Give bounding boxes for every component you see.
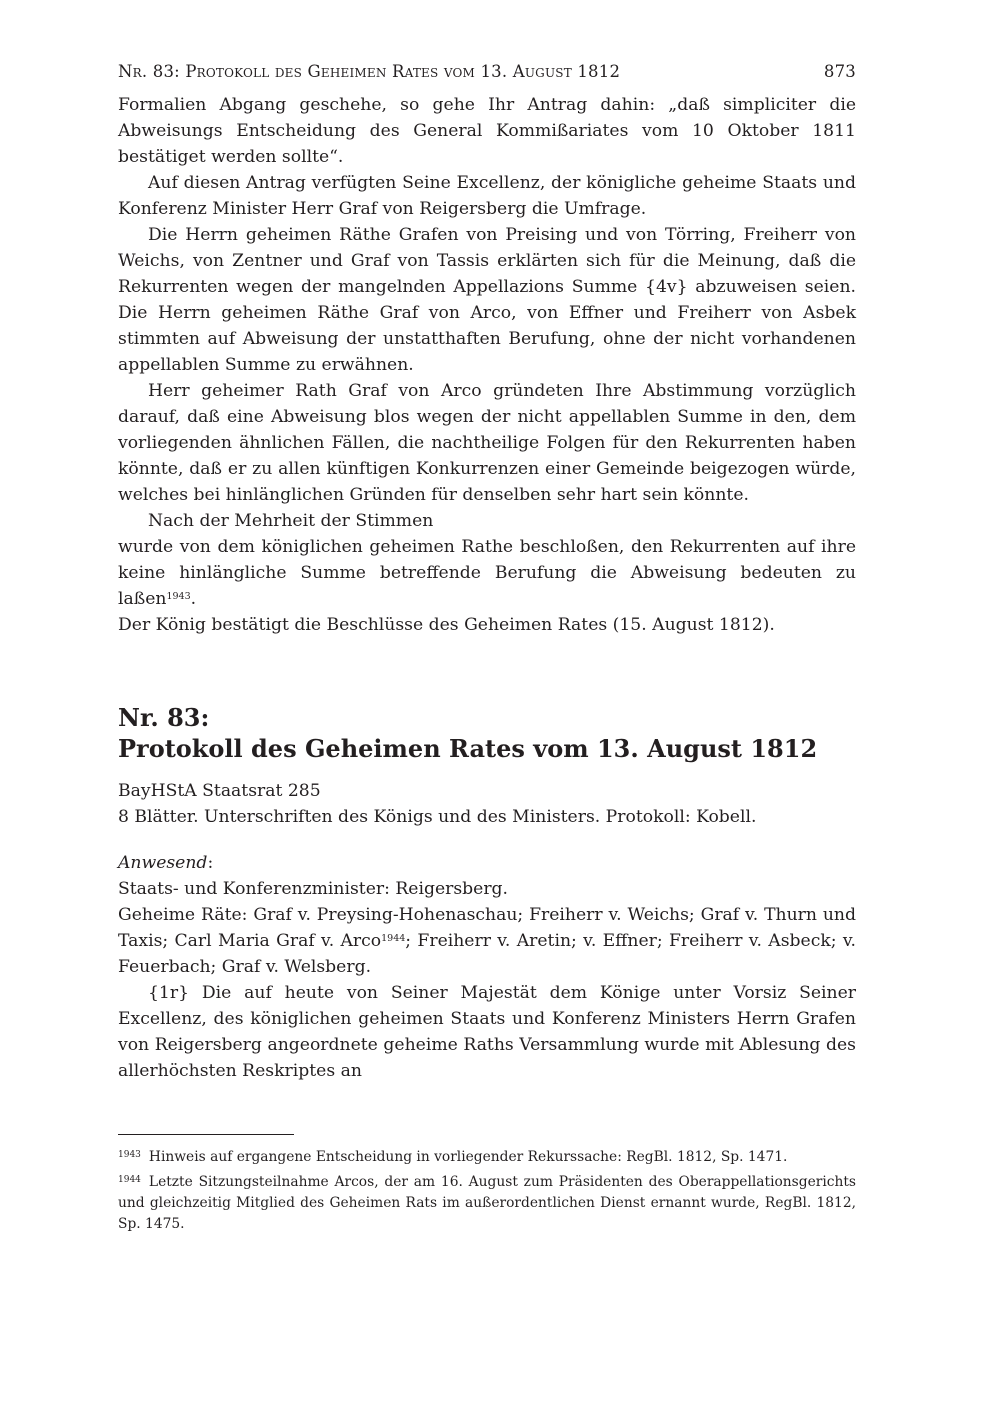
footnote-divider	[118, 1134, 294, 1135]
attendance-councillors	[118, 902, 856, 980]
resolution-end: .	[190, 589, 197, 609]
footnote-text: Letzte Sitzungsteilnahme Arcos, der am 16. August zum Präsidenten des Oberappellationsgerichts und gleichzeitig Mitglied des Geheimen Rats im außerordentlichen Dienst ernannt wurde, RegBl. 1812, Sp. 1475.	[118, 1174, 856, 1232]
attendance-label: Anwesend	[118, 853, 208, 873]
king-confirmation-note: Der König bestätigt die Beschlüsse des Geheimen Rates (15. August 1812).	[118, 615, 775, 635]
attendance-list	[118, 850, 856, 980]
paragraph: Formalien Abgang geschehe, so gehe Ihr Antrag dahin: „daß simpliciter die Abweisungs Entscheidung des General Kommißariates vom 10 Oktober 1811 bestätiget werden sollte“.	[118, 95, 856, 167]
attendance-label-line	[118, 850, 856, 876]
running-head	[118, 62, 856, 92]
opening-paragraph: {1r} Die auf heute von Seiner Majestät dem Könige unter Vorsiz Seiner Excellenz, des königlichen geheimen Staats und Konferenz Ministers Herrn Grafen von Reigersberg angeordnete geheime Raths Versammlung wurde mit Ablesung des allerhöchsten Reskriptes an	[118, 983, 856, 1081]
footnote-reference[interactable]: 1943	[166, 591, 191, 602]
paragraph: Nach der Mehrheit der Stimmen	[148, 511, 434, 531]
resolution-text: wurde von dem königlichen geheimen Rathe beschloßen, den Rekurrenten auf ihre keine hinlängliche Summe betreffende Berufung die Abweisung bedeuten zu laßen	[118, 537, 856, 609]
resolution-paragraph	[118, 534, 856, 612]
source-info	[118, 778, 856, 830]
document-number: Nr. 83:	[118, 703, 210, 732]
paragraph: Herr geheimer Rath Graf von Arco gründeten Ihre Abstimmung vorzüglich darauf, daß eine Abweisung blos wegen der nicht appellablen Summe in den, dem vorliegenden ähnlichen Fällen, die nachtheilige Folgen für den Rekurrenten haben könnte, daß er zu allen künftigen Konkurrenzen einer Gemeinde beigezogen würde, welches bei hinlänglichen Gründen für denselben sehr hart sein könnte.	[118, 381, 856, 505]
protocol-text	[118, 92, 856, 1084]
footnote-number: 1944	[118, 1175, 141, 1185]
footnote-number: 1943	[118, 1150, 141, 1160]
source-description: 8 Blätter. Unterschriften des Königs und des Ministers. Protokoll: Kobell.	[118, 807, 757, 827]
book-page	[118, 62, 856, 1239]
footnote	[118, 1147, 856, 1168]
attendance-minister: Staats- und Konferenzminister: Reigersberg.	[118, 879, 509, 899]
paragraph: Die Herrn geheimen Räthe Grafen von Preising und von Törring, Freiherr von Weichs, von Zentner und Graf von Tassis erklärten sich für die Meinung, daß die Rekurrenten wegen der mangelnden Appellazions Summe {4v} abzuweisen seien. Die Herrn geheimen Räthe Graf von Arco, von Effner und Freiherr von Asbek stimmten auf Abweisung der unstatthaften Berufung, ohne der nicht vorhandenen appellablen Summe zu erwähnen.	[118, 225, 856, 375]
footnotes	[118, 1147, 856, 1235]
footnote-text: Hinweis auf ergangene Entscheidung in vorliegender Rekurssache: RegBl. 1812, Sp. 1471.	[148, 1149, 788, 1165]
document-title: Protokoll des Geheimen Rates vom 13. August 1812	[118, 734, 818, 763]
running-head-title: Nr. 83: Protokoll des Geheimen Rates vom 13. August 1812	[118, 62, 621, 81]
document-heading	[118, 702, 856, 764]
footnote-reference[interactable]: 1944	[381, 933, 406, 944]
paragraph: Auf diesen Antrag verfügten Seine Excellenz, der königliche geheime Staats und Konferenz Minister Herr Graf von Reigersberg die Umfrage.	[118, 173, 856, 219]
footnote	[118, 1172, 856, 1235]
page-number: 873	[823, 62, 856, 81]
attendance-label-colon: :	[207, 853, 214, 873]
councillors-part-2: ; Freiherr v. Aretin; v. Effner; Freiherr v. Asbeck; v. Feuerbach; Graf v. Welsberg.	[118, 931, 856, 977]
councillors-part-1: Geheime Räte: Graf v. Preysing-Hohenaschau; Freiherr v. Weichs; Graf v. Thurn und Taxis; Carl Maria Graf v. Arco	[118, 905, 856, 951]
archive-reference: BayHStA Staatsrat 285	[118, 781, 321, 801]
